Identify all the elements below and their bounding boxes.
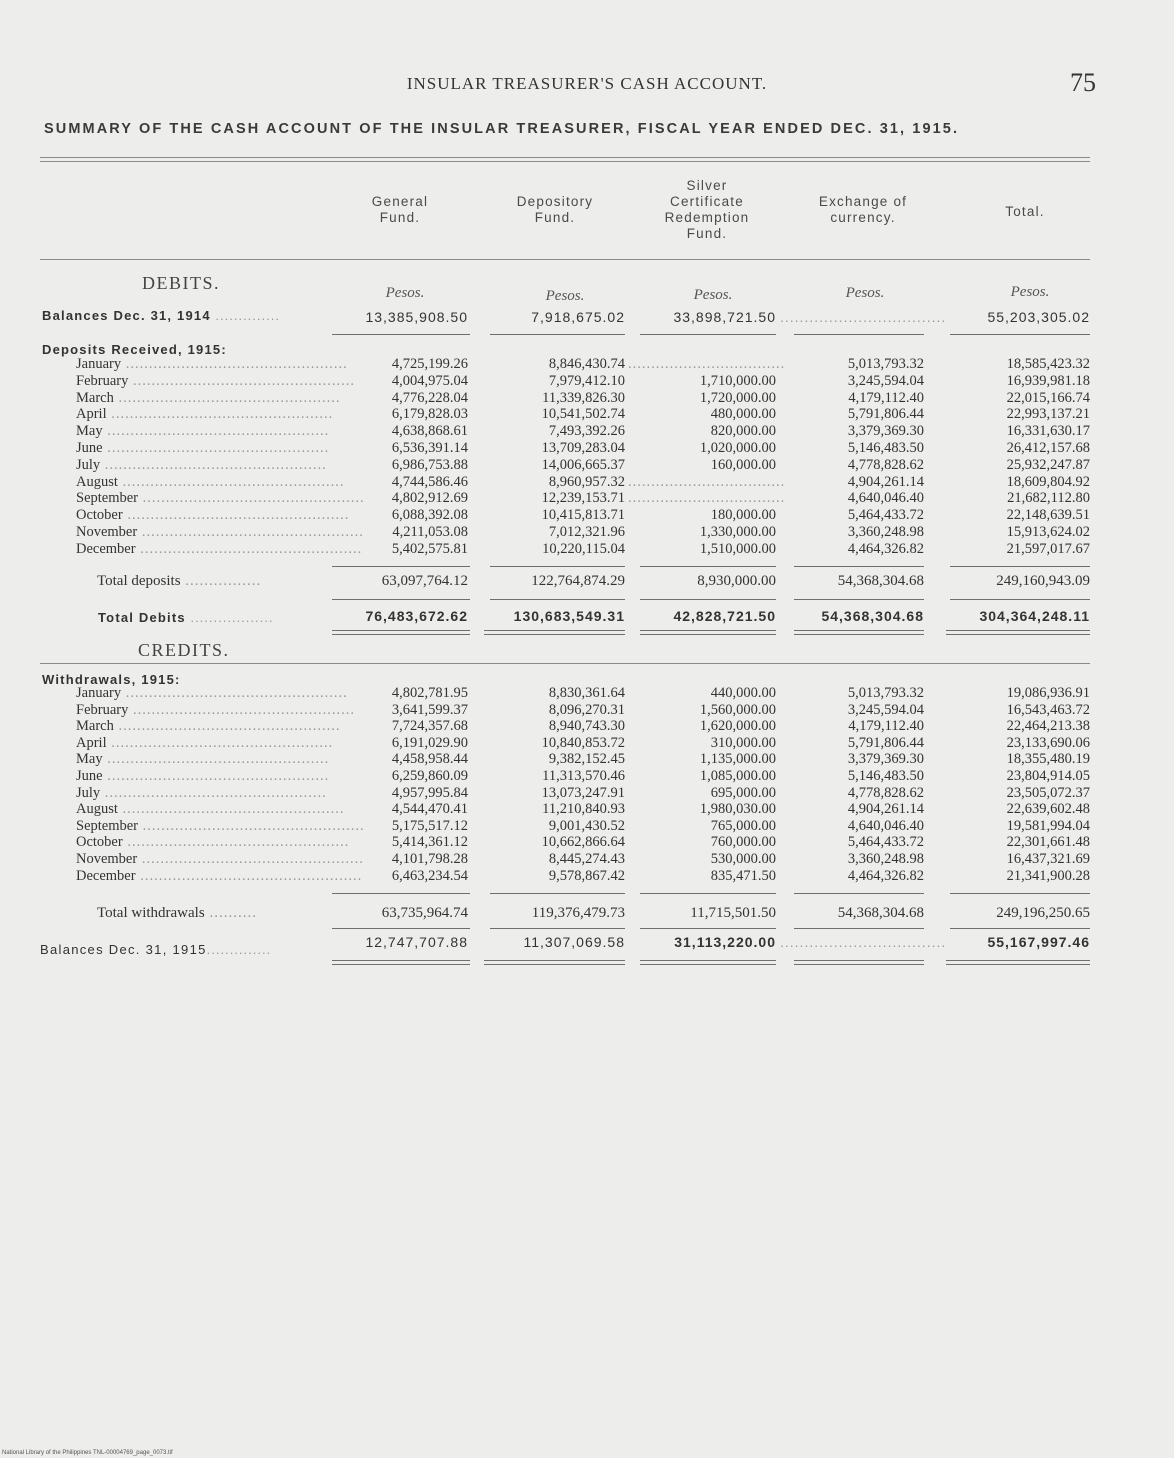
running-head: INSULAR TREASURER'S CASH ACCOUNT. [406, 74, 768, 93]
table-cell: 4,458,958.44 [391, 751, 468, 768]
table-cell: 4,179,112.40 [848, 718, 924, 735]
row-label: Total deposits ................ [97, 573, 262, 589]
row-label: May ................................................ [76, 423, 330, 440]
column-double-rule [484, 960, 625, 965]
table-cell: 310,000.00 [710, 734, 776, 751]
column-rule [640, 928, 776, 929]
column-rule [794, 928, 924, 929]
table-cell: 11,313,570.46 [542, 768, 625, 784]
table-cell: 130,683,549.31 [513, 608, 625, 624]
row-label: March ................................................ [76, 718, 341, 735]
table-row [0, 423, 1174, 439]
table-cell: 7,918,675.02 [531, 309, 625, 325]
table-cell: 765,000.00 [710, 817, 776, 834]
table-row [0, 785, 1174, 801]
table-cell: 5,146,483.50 [847, 768, 924, 784]
column-rule [794, 566, 924, 567]
table-cell: 12,239,153.71 [541, 490, 625, 507]
table-row [0, 868, 1174, 884]
table-cell: 5,464,433.72 [847, 834, 924, 851]
table-row [0, 702, 1174, 718]
table-cell: 16,939,981.18 [1006, 372, 1090, 389]
table-cell: 6,536,391.14 [391, 440, 468, 456]
table-cell: 5,175,517.12 [391, 817, 468, 834]
table-cell: 4,904,261.14 [847, 801, 924, 818]
table-cell-leader: .................................. [628, 490, 786, 507]
table-cell: 21,341,900.28 [1006, 867, 1090, 884]
column-rule [332, 893, 470, 894]
column-header-silver-certificate-fund: Silver Certificate Redemption Fund. [664, 178, 750, 241]
column-rule [332, 928, 470, 929]
table-cell: 11,339,826.30 [542, 389, 625, 406]
table-cell: 10,220,115.04 [542, 540, 625, 557]
column-rule [950, 334, 1090, 335]
table-cell: 22,993,137.21 [1006, 406, 1090, 423]
table-cell: 530,000.00 [710, 851, 776, 867]
table-cell: 13,385,908.50 [365, 309, 468, 325]
row-label: July ................................................ [76, 784, 327, 801]
table-cell: 22,639,602.48 [1006, 801, 1090, 818]
column-double-rule [794, 630, 924, 635]
table-cell: 11,210,840.93 [542, 801, 625, 818]
table-cell: 18,355,480.19 [1006, 751, 1090, 768]
table-cell: 1,135,000.00 [699, 751, 776, 768]
table-cell: 76,483,672.62 [365, 608, 468, 624]
table-cell: 1,330,000.00 [699, 524, 776, 540]
table-row [0, 440, 1174, 456]
column-rule [794, 893, 924, 894]
row-label: October ................................................ [76, 834, 350, 851]
column-header-general-fund: General Fund. [371, 194, 429, 225]
table-cell: 9,382,152.45 [548, 751, 625, 768]
row-label: September ................................................ [76, 490, 365, 507]
table-cell: 3,360,248.98 [847, 851, 924, 867]
row-label: June ................................................ [76, 768, 330, 784]
table-cell: 13,073,247.91 [541, 784, 625, 801]
column-double-rule [794, 960, 924, 965]
column-rule [640, 334, 776, 335]
table-cell-leader: .................................. [628, 473, 786, 490]
total-debits-row [0, 608, 1174, 624]
column-rule [794, 599, 924, 600]
column-header-depository-fund: Depository Fund. [516, 194, 594, 225]
table-cell: 5,402,575.81 [391, 540, 468, 557]
table-cell: 1,980,030.00 [699, 801, 776, 818]
table-cell: 1,620,000.00 [699, 718, 776, 735]
top-rule [40, 157, 1090, 162]
table-cell: 4,464,326.82 [847, 867, 924, 884]
column-rule [490, 566, 625, 567]
table-cell: 8,445,274.43 [548, 851, 625, 867]
table-cell: 820,000.00 [710, 423, 776, 440]
table-row [0, 768, 1174, 784]
column-rule [794, 334, 924, 335]
debits-heading: DEBITS. [142, 273, 220, 293]
table-cell: 3,379,369.30 [847, 423, 924, 440]
table-cell: 4,004,975.04 [391, 372, 468, 389]
table-row [0, 356, 1174, 372]
column-double-rule [332, 630, 470, 635]
page-number: 75 [1070, 68, 1096, 97]
table-cell: 9,001,430.52 [548, 817, 625, 834]
table-cell: 21,682,112.80 [1007, 490, 1090, 507]
row-label: September ................................................ [76, 817, 365, 834]
table-row [0, 751, 1174, 767]
table-cell: 480,000.00 [710, 406, 776, 423]
table-cell: 4,101,798.28 [391, 851, 468, 867]
table-row [0, 457, 1174, 473]
total-debits-label: Total Debits .................. [98, 610, 274, 625]
row-label: April ................................................ [76, 406, 334, 423]
column-double-rule [946, 630, 1090, 635]
table-cell: 26,412,157.68 [1006, 440, 1090, 456]
table-cell: 25,932,247.87 [1006, 456, 1090, 473]
table-cell: 4,725,199.26 [391, 356, 468, 372]
table-cell: 6,179,828.03 [391, 406, 468, 423]
table-cell: 4,957,995.84 [391, 784, 468, 801]
unit-label: Pesos. [845, 285, 885, 301]
table-cell: 8,930,000.00 [697, 573, 776, 589]
row-label: December ................................................ [76, 867, 363, 884]
table-row [0, 390, 1174, 406]
column-double-rule [332, 960, 470, 965]
column-rule [490, 599, 625, 600]
table-cell: 1,510,000.00 [699, 540, 776, 557]
table-cell: 8,940,743.30 [548, 718, 625, 735]
total-withdrawals-row [0, 905, 1174, 921]
row-label: August ................................................ [76, 801, 345, 818]
table-cell: 18,585,423.32 [1006, 356, 1090, 372]
header-rule [40, 259, 1090, 260]
table-cell: 63,735,964.74 [381, 905, 468, 921]
table-cell: 5,013,793.32 [847, 356, 924, 372]
column-rule [490, 928, 625, 929]
table-cell: 4,776,228.04 [391, 389, 468, 406]
table-cell: 16,543,463.72 [1006, 701, 1090, 718]
table-cell: 6,259,860.09 [391, 768, 468, 784]
table-cell: 63,097,764.12 [381, 573, 468, 589]
column-rule [332, 566, 470, 567]
closing-balance-row [0, 934, 1174, 950]
table-row [0, 735, 1174, 751]
table-cell: 15,913,624.02 [1006, 524, 1090, 540]
table-cell: 1,560,000.00 [699, 701, 776, 718]
table-cell: 10,541,502.74 [541, 406, 625, 423]
table-cell: 180,000.00 [710, 507, 776, 524]
table-cell: 5,146,483.50 [847, 440, 924, 456]
row-label: November ................................................ [76, 524, 364, 540]
table-cell: 4,638,868.61 [391, 423, 468, 440]
table-cell: 440,000.00 [710, 685, 776, 701]
table-row [0, 834, 1174, 850]
table-cell: 4,211,053.08 [392, 524, 468, 540]
table-cell: 8,830,361.64 [548, 685, 625, 701]
table-row [0, 474, 1174, 490]
table-cell: 7,724,357.68 [391, 718, 468, 735]
table-cell: 4,778,828.62 [847, 784, 924, 801]
table-row [0, 685, 1174, 701]
column-header-total: Total. [1005, 204, 1045, 219]
closing-balance-label: Balances Dec. 31, 1915.............. [40, 942, 272, 957]
table-row [0, 718, 1174, 734]
table-cell: 4,640,046.40 [847, 490, 924, 507]
table-cell: 4,802,912.69 [391, 490, 468, 507]
table-cell: 22,301,661.48 [1006, 834, 1090, 851]
table-cell: 6,191,029.90 [391, 734, 468, 751]
row-label: August ................................................ [76, 473, 345, 490]
column-double-rule [946, 960, 1090, 965]
table-row [0, 818, 1174, 834]
table-row [0, 524, 1174, 540]
table-cell: 5,013,793.32 [847, 685, 924, 701]
table-cell: 31,113,220.00 [674, 934, 776, 950]
table-cell: 5,791,806.44 [847, 734, 924, 751]
row-label: February ................................................ [76, 701, 355, 718]
unit-label: Pesos. [1010, 284, 1050, 300]
table-cell: 18,609,804.92 [1006, 473, 1090, 490]
table-cell: 19,086,936.91 [1006, 685, 1090, 701]
table-cell: 42,828,721.50 [673, 608, 776, 624]
column-rule [950, 928, 1090, 929]
table-cell: 4,744,586.46 [391, 473, 468, 490]
column-rule [950, 599, 1090, 600]
table-row [0, 490, 1174, 506]
table-cell: 1,085,000.00 [699, 768, 776, 784]
table-cell: 10,662,866.64 [541, 834, 625, 851]
table-cell: 4,640,046.40 [847, 817, 924, 834]
unit-label: Pesos. [545, 288, 585, 304]
table-cell: 835,471.50 [710, 867, 776, 884]
table-cell: 19,581,994.04 [1006, 817, 1090, 834]
withdrawals-label: Withdrawals, 1915: [42, 672, 181, 687]
table-cell: 22,464,213.38 [1006, 718, 1090, 735]
table-cell-leader: .................................. [628, 356, 786, 372]
table-cell: 1,720,000.00 [699, 389, 776, 406]
table-row [0, 507, 1174, 523]
column-rule [490, 893, 625, 894]
row-label: May ................................................ [76, 751, 330, 768]
table-cell: 4,904,261.14 [847, 473, 924, 490]
table-cell: 23,505,072.37 [1006, 784, 1090, 801]
column-rule [640, 599, 776, 600]
table-cell: 3,379,369.30 [847, 751, 924, 768]
table-cell-leader: .................................. [780, 934, 947, 950]
table-cell: 4,778,828.62 [847, 456, 924, 473]
table-cell: 695,000.00 [710, 784, 776, 801]
row-label: July ................................................ [76, 456, 327, 473]
table-cell: 13,709,283.04 [541, 440, 625, 456]
row-label: Total withdrawals .......... [97, 905, 257, 921]
table-cell: 55,203,305.02 [987, 309, 1090, 325]
column-double-rule [640, 960, 776, 965]
table-cell: 7,979,412.10 [548, 372, 625, 389]
column-header-exchange-of-currency: Exchange of currency. [818, 194, 908, 225]
row-label: June ................................................ [76, 440, 330, 456]
row-label: January ................................................ [76, 685, 348, 701]
column-rule [950, 893, 1090, 894]
unit-label: Pesos. [693, 287, 733, 303]
credits-heading: CREDITS. [138, 640, 230, 660]
table-cell: 760,000.00 [710, 834, 776, 851]
row-label: February ................................................ [76, 372, 355, 389]
column-rule [640, 893, 776, 894]
row-label: November ................................................ [76, 851, 364, 867]
row-label: October ................................................ [76, 507, 350, 524]
table-cell: 12,747,707.88 [365, 934, 468, 950]
table-cell: 3,641,599.37 [391, 701, 468, 718]
table-cell: 6,463,234.54 [391, 867, 468, 884]
table-cell: 11,715,501.50 [690, 905, 776, 921]
table-row [0, 406, 1174, 422]
table-cell: 160,000.00 [710, 456, 776, 473]
table-cell: 11,307,069.58 [523, 934, 625, 950]
table-cell: 3,245,594.04 [847, 701, 924, 718]
table-cell: 23,804,914.05 [1006, 768, 1090, 784]
table-row [0, 851, 1174, 867]
table-cell: 14,006,665.37 [541, 456, 625, 473]
table-cell: 16,437,321.69 [1006, 851, 1090, 867]
table-cell: 6,986,753.88 [391, 456, 468, 473]
opening-balance-label: Balances Dec. 31, 1914 .............. [42, 308, 280, 323]
table-cell: 10,415,813.71 [541, 507, 625, 524]
table-cell: 54,368,304.68 [837, 573, 924, 589]
credits-rule [40, 663, 1090, 664]
table-cell: 249,160,943.09 [996, 573, 1090, 589]
column-rule [490, 334, 625, 335]
table-cell: 5,414,361.12 [391, 834, 468, 851]
table-cell: 10,840,853.72 [541, 734, 625, 751]
column-rule [332, 334, 470, 335]
table-cell: 5,791,806.44 [847, 406, 924, 423]
table-cell: 1,710,000.00 [699, 372, 776, 389]
table-cell: 54,368,304.68 [821, 608, 924, 624]
opening-balance-row [0, 309, 1174, 325]
table-title: SUMMARY OF THE CASH ACCOUNT OF THE INSULAR TREASURER, FISCAL YEAR ENDED DEC. 31, 1915. [44, 121, 960, 137]
table-cell: 4,464,326.82 [847, 540, 924, 557]
table-cell: 8,096,270.31 [548, 701, 625, 718]
table-cell: 7,012,321.96 [548, 524, 625, 540]
row-label: April ................................................ [76, 734, 334, 751]
table-cell: 55,167,997.46 [987, 934, 1090, 950]
table-cell: 33,898,721.50 [673, 309, 776, 325]
table-cell: 122,764,874.29 [531, 573, 625, 589]
table-cell: 8,846,430.74 [548, 356, 625, 372]
deposits-received-label: Deposits Received, 1915: [42, 342, 227, 357]
table-cell-leader: .................................. [780, 309, 947, 325]
table-row [0, 801, 1174, 817]
table-cell: 1,020,000.00 [699, 440, 776, 456]
table-cell: 4,544,470.41 [391, 801, 468, 818]
table-cell: 4,179,112.40 [848, 389, 924, 406]
column-rule [950, 566, 1090, 567]
column-double-rule [484, 630, 625, 635]
scan-footer-note: National Library of the Philippines TNL-00004769_page_0073.tif [2, 1450, 173, 1456]
row-label: December ................................................ [76, 540, 363, 557]
table-row [0, 373, 1174, 389]
row-label: January ................................................ [76, 356, 348, 372]
table-cell: 4,802,781.95 [391, 685, 468, 701]
table-cell: 304,364,248.11 [979, 608, 1090, 624]
row-label: March ................................................ [76, 389, 341, 406]
table-row [0, 541, 1174, 557]
table-cell: 119,376,479.73 [531, 905, 625, 921]
table-cell: 8,960,957.32 [548, 473, 625, 490]
table-cell: 3,360,248.98 [847, 524, 924, 540]
table-cell: 5,464,433.72 [847, 507, 924, 524]
unit-label: Pesos. [385, 285, 425, 301]
table-cell: 249,196,250.65 [996, 905, 1090, 921]
table-cell: 21,597,017.67 [1006, 540, 1090, 557]
table-cell: 54,368,304.68 [837, 905, 924, 921]
table-cell: 22,015,166.74 [1006, 389, 1090, 406]
table-cell: 23,133,690.06 [1006, 734, 1090, 751]
table-cell: 22,148,639.51 [1006, 507, 1090, 524]
column-double-rule [640, 630, 776, 635]
column-rule [332, 599, 470, 600]
table-cell: 16,331,630.17 [1006, 423, 1090, 440]
total-deposits-row [0, 573, 1174, 589]
table-cell: 9,578,867.42 [548, 867, 625, 884]
table-cell: 3,245,594.04 [847, 372, 924, 389]
table-cell: 7,493,392.26 [548, 423, 625, 440]
column-rule [640, 566, 776, 567]
table-cell: 6,088,392.08 [391, 507, 468, 524]
